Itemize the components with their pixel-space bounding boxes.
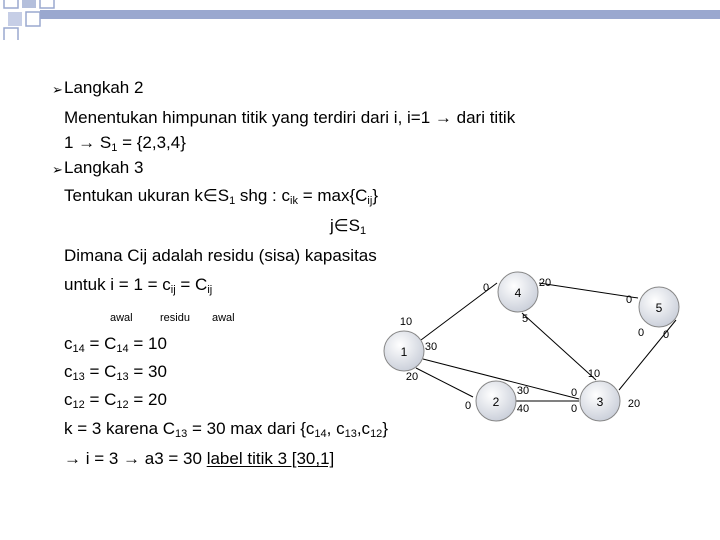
bullet-icon: ➢ — [52, 162, 63, 177]
network-graph — [370, 260, 700, 430]
label-awal: awal — [212, 312, 235, 324]
edge-label: 0 — [464, 400, 472, 412]
step2-title: Langkah 2 — [64, 78, 144, 97]
node-label: 2 — [492, 395, 500, 409]
calc-c14: $c_{14} = C_{14} = 10$ — [64, 334, 167, 355]
step3-title: Langkah 3 — [64, 158, 144, 177]
calc-k: k = 3 karena $C_{13} = 30$ max dari {$c_{14}$, $c_{13},c_{12}$} — [64, 419, 388, 440]
calc-result: → i = 3 → a3 = 30 label titik 3 [30,1] — [64, 449, 335, 468]
edge-label: 0 — [570, 387, 578, 399]
label-awal: awal — [110, 312, 133, 324]
edge-label: 30 — [424, 341, 438, 353]
step2-line1: Menentukan himpunan titik yang terdiri dari i, i=1 → dari titik — [64, 108, 516, 127]
step2-line2: $1 \to S_1 = \{2,3,4\}$ — [64, 133, 186, 154]
edge-label: 0 — [637, 327, 645, 339]
edge-label: 0 — [625, 294, 633, 306]
graph-edges — [416, 283, 676, 401]
step3-line3: Dimana Cij adalah residu (sisa) kapasitas — [64, 246, 377, 265]
edge-label: 30 — [516, 385, 530, 397]
node-label: 3 — [596, 395, 604, 409]
edge-label: 40 — [516, 403, 530, 415]
node-label: 1 — [400, 345, 408, 359]
bullet-icon: ➢ — [52, 82, 63, 97]
node-label: 4 — [514, 286, 522, 300]
edge-label: 20 — [538, 277, 552, 289]
step3-line1: Tentukan ukuran $k\in S_1$ shg : $c_{ik} = \max\{C_{ij}\}$ — [64, 186, 378, 207]
step3-line2: $j\in S_1$ — [330, 216, 367, 237]
edge-label: 10 — [587, 368, 601, 380]
edge-label: 0 — [662, 329, 670, 341]
node-label: 5 — [655, 301, 663, 315]
calc-c13: $c_{13} = C_{13} = 30$ — [64, 362, 167, 383]
label-residu: residu — [160, 312, 190, 324]
edge-label: 20 — [627, 398, 641, 410]
edge-label: 10 — [399, 316, 413, 328]
edge-label: 0 — [570, 403, 578, 415]
edge-label: 0 — [482, 282, 490, 294]
step3-line4: untuk $i = 1 = c_{ij} = C_{ij}$ — [64, 275, 213, 296]
calc-c12: $c_{12} = C_{12} = 20$ — [64, 390, 167, 411]
edge-label: 20 — [405, 371, 419, 383]
edge-label: 5 — [521, 313, 529, 325]
